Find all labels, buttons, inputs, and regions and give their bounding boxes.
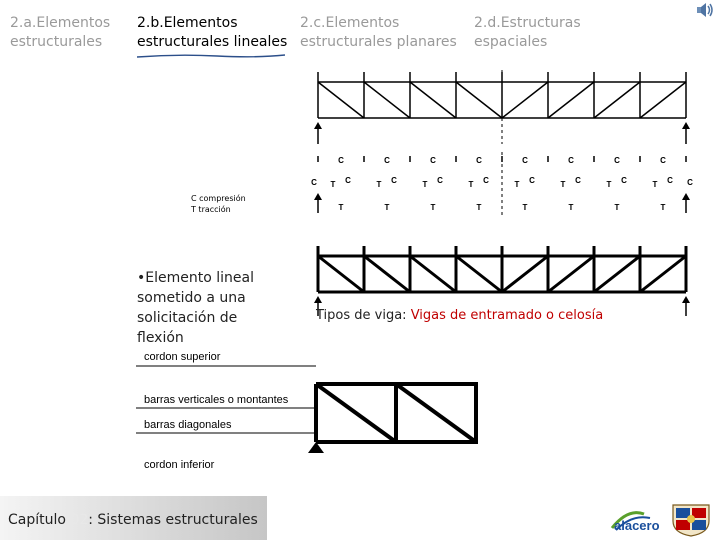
force-label: T bbox=[468, 180, 474, 189]
truss-diagonal bbox=[410, 256, 456, 292]
alacero-logo bbox=[610, 506, 668, 532]
chapter-number: 02 bbox=[70, 512, 89, 528]
force-label: C bbox=[430, 156, 436, 165]
reaction-arrowhead bbox=[682, 122, 690, 129]
truss-diagonal bbox=[456, 82, 502, 118]
force-label: T bbox=[652, 180, 658, 189]
footer-suffix: : Sistemas estructurales bbox=[88, 512, 258, 528]
beam-types-caption bbox=[316, 308, 603, 323]
force-label: C bbox=[338, 156, 344, 165]
truss-diagram-forces bbox=[311, 152, 693, 217]
reaction-arrowhead bbox=[314, 193, 322, 200]
tab-estructuras-espaciales[interactable] bbox=[474, 14, 581, 52]
force-label: T bbox=[568, 203, 574, 212]
force-label: T bbox=[338, 203, 344, 212]
force-label: T bbox=[422, 180, 428, 189]
force-label: C bbox=[660, 156, 666, 165]
force-label: C bbox=[575, 176, 581, 185]
truss-diagonal bbox=[318, 256, 364, 292]
force-label: C bbox=[483, 176, 489, 185]
force-label: C bbox=[687, 178, 693, 187]
caption-prefix: Tipos de viga: bbox=[316, 308, 407, 323]
force-label: T bbox=[376, 180, 382, 189]
force-label: C bbox=[345, 176, 351, 185]
truss-diagram-top bbox=[314, 70, 690, 144]
tab-elementos-lineales[interactable] bbox=[137, 14, 287, 52]
bullet-text: •Elemento lineal sometido a una solicitación de flexión bbox=[137, 270, 254, 346]
force-label: T bbox=[430, 203, 436, 212]
force-label: T bbox=[476, 203, 482, 212]
label-cordon-inferior: cordon inferior bbox=[144, 459, 215, 471]
force-label: C bbox=[614, 156, 620, 165]
tab-label-line2: estructurales lineales bbox=[137, 34, 288, 50]
force-label: T bbox=[514, 180, 520, 189]
truss-diagonal bbox=[502, 82, 548, 118]
reaction-arrowhead bbox=[682, 193, 690, 200]
truss-diagonal bbox=[640, 82, 686, 118]
tab-label-line2: estructurales planares bbox=[300, 34, 457, 50]
force-label: T bbox=[614, 203, 620, 212]
tab-label-line1: 2.d.Estructuras bbox=[474, 15, 581, 31]
label-cordon-superior: cordon superior bbox=[144, 351, 221, 363]
speaker-icon[interactable] bbox=[694, 1, 716, 19]
caption-highlight: Vigas de entramado o celosía bbox=[410, 308, 604, 323]
truss-parts-diagram bbox=[136, 345, 481, 470]
footer-chapter bbox=[8, 512, 258, 528]
legend-tension: T tracción bbox=[191, 205, 231, 214]
tab-label-line1: 2.a.Elementos bbox=[10, 15, 111, 31]
tab-elementos-estructurales[interactable] bbox=[10, 14, 110, 52]
reaction-arrowhead bbox=[314, 122, 322, 129]
tab-elementos-planares[interactable] bbox=[300, 14, 457, 52]
university-shield-logo bbox=[670, 503, 712, 537]
truss-diagrams bbox=[300, 66, 710, 316]
footer-prefix: Capítulo bbox=[8, 512, 71, 528]
truss-diagonal bbox=[594, 256, 640, 292]
legend-compression: C compresión bbox=[191, 194, 246, 203]
force-label: C bbox=[568, 156, 574, 165]
force-label: C bbox=[391, 176, 397, 185]
reaction-arrowhead bbox=[682, 296, 690, 303]
truss-diagonal bbox=[548, 256, 594, 292]
truss-diagonal bbox=[318, 82, 364, 118]
force-label: C bbox=[384, 156, 390, 165]
force-label: C bbox=[522, 156, 528, 165]
truss-diagonal bbox=[364, 82, 410, 118]
force-label: T bbox=[660, 203, 666, 212]
truss-diagonal bbox=[548, 82, 594, 118]
force-label: C bbox=[621, 176, 627, 185]
truss-diagonal bbox=[502, 256, 548, 292]
reaction-arrowhead bbox=[314, 296, 322, 303]
truss-diagonal bbox=[594, 82, 640, 118]
force-label: C bbox=[437, 176, 443, 185]
force-label: C bbox=[476, 156, 482, 165]
force-label: T bbox=[522, 203, 528, 212]
force-label: C bbox=[311, 178, 317, 187]
force-label: T bbox=[330, 180, 336, 189]
label-barras-diagonales: barras diagonales bbox=[144, 419, 232, 431]
force-label: C bbox=[667, 176, 673, 185]
force-legend bbox=[191, 193, 246, 215]
active-tab-underline bbox=[137, 53, 285, 59]
tab-label-line2: espaciales bbox=[474, 34, 548, 50]
label-barras-verticales: barras verticales o montantes bbox=[144, 394, 289, 406]
force-label: C bbox=[529, 176, 535, 185]
truss-diagram-bold bbox=[314, 246, 690, 316]
force-label: T bbox=[384, 203, 390, 212]
tab-label-line2: estructurales bbox=[10, 34, 103, 50]
truss-diagonal bbox=[456, 256, 502, 292]
force-label: T bbox=[606, 180, 612, 189]
truss-diagonal bbox=[410, 82, 456, 118]
tab-label-line1: 2.c.Elementos bbox=[300, 15, 400, 31]
truss-diagonal bbox=[364, 256, 410, 292]
truss-diagonal bbox=[640, 256, 686, 292]
tab-label-line1: 2.b.Elementos bbox=[137, 15, 238, 31]
force-label: T bbox=[560, 180, 566, 189]
svg-text:alacero: alacero bbox=[614, 518, 660, 532]
